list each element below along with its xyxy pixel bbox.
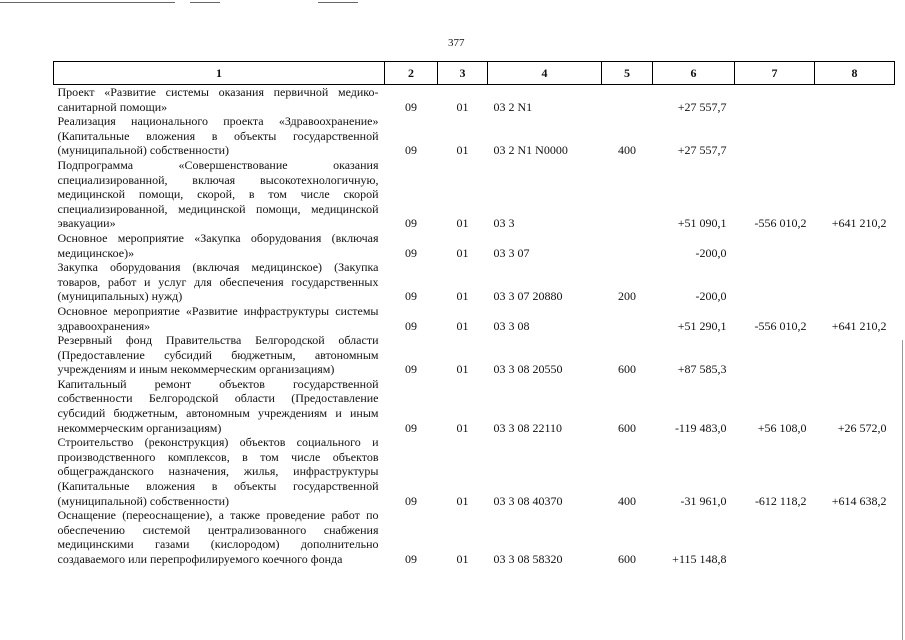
scan-artifact-line: [318, 2, 358, 3]
page-number: 377: [448, 37, 465, 49]
table-row: [54, 85, 895, 115]
header-cell: 4: [488, 62, 602, 85]
amount-col-7: -556 010,2: [754, 216, 807, 231]
target-article-code: 03 3 08 22110: [493, 420, 563, 435]
subsection-code: 01: [456, 245, 469, 260]
amount-col-7: [735, 114, 815, 158]
amount-col-6: +51 090,1: [677, 216, 727, 231]
amount-col-8: +614 638,2: [831, 493, 887, 508]
subsection-code: 01: [456, 493, 469, 508]
amount-col-7: +56 108,0: [757, 420, 807, 435]
subsection-code: 01: [456, 143, 469, 158]
header-cell: 5: [602, 62, 653, 85]
row-description: Закупка оборудования (включая медицинское) (Закупка товаров, работ и услуг для обеспечения государственных (муниципальных) нужд): [57, 260, 379, 304]
amount-col-8: [815, 231, 895, 260]
expense-type-code: 600: [618, 420, 636, 435]
target-article-code: 03 3 07: [493, 245, 530, 260]
table-row: [54, 508, 895, 566]
row-description: Проект «Развитие системы оказания первичной медико-санитарной помощи»: [57, 85, 379, 114]
expense-type-code: 600: [618, 362, 636, 377]
amount-col-6: +51 290,1: [677, 318, 727, 333]
budget-table: [53, 61, 895, 567]
header-cell: 3: [438, 62, 488, 85]
amount-col-6: -119 483,0: [674, 420, 727, 435]
section-code: 09: [405, 552, 417, 566]
amount-col-7: [735, 260, 815, 304]
subsection-code: 01: [456, 362, 469, 377]
row-description: Подпрограмма «Совершенствование оказания специализированной, включая высокотехнологичную, медицинской помощи, скорой, в том числе скорой специализированной, медицинской помощи, медицинской эвакуации»: [57, 157, 379, 231]
header-cell: 2: [385, 62, 438, 85]
expense-type-code: [602, 231, 653, 260]
amount-col-8: [815, 114, 895, 158]
header-row: [54, 62, 895, 85]
section-code: 09: [405, 362, 417, 377]
expense-type-code: [602, 158, 653, 231]
table-row: [54, 114, 895, 158]
target-article-code: 03 3 08 20550: [493, 362, 563, 377]
expense-type-code: [602, 304, 653, 333]
scan-artifact-line: [190, 2, 220, 3]
expense-type-code: [602, 85, 653, 115]
amount-col-8: [815, 260, 895, 304]
section-code: 09: [405, 99, 417, 114]
scan-artifact-line: [0, 2, 175, 3]
amount-col-7: -556 010,2: [754, 318, 807, 333]
scan-edge-line: [902, 340, 903, 640]
row-description: Основное мероприятие «Закупка оборудования (включая медицинское)»: [57, 230, 379, 260]
amount-col-7: -612 118,2: [754, 493, 807, 508]
subsection-code: 01: [456, 552, 469, 566]
row-description: Капитальный ремонт объектов государственной собственности Белгородской области (Предоставление субсидий бюджетным, автономным учреждениям и иным некоммерческим организациям): [57, 376, 379, 435]
row-description: Резервный фонд Правительства Белгородской области (Предоставление субсидий бюджетным, автономным учреждениям и иным некоммерческим организациям): [57, 333, 379, 377]
section-code: 09: [405, 289, 417, 304]
amount-col-6: -200,0: [695, 245, 727, 260]
target-article-code: 03 3 08 40370: [493, 493, 563, 508]
target-article-code: 03 3 08: [493, 318, 530, 333]
amount-col-7: [735, 85, 815, 115]
amount-col-7: [735, 333, 815, 377]
expense-type-code: 600: [618, 552, 636, 566]
subsection-code: 01: [456, 318, 469, 333]
amount-col-8: [815, 508, 895, 566]
amount-col-6: +27 557,7: [677, 143, 727, 158]
table-row: [54, 304, 895, 333]
target-article-code: 03 3 08 58320: [493, 552, 563, 566]
table-row: [54, 158, 895, 231]
expense-type-code: 400: [618, 493, 636, 508]
table-row: [54, 260, 895, 304]
subsection-code: 01: [456, 289, 469, 304]
section-code: 09: [405, 493, 417, 508]
row-description: Реализация национального проекта «Здравоохранение» (Капитальные вложения в объекты государственной (муниципальной) собственности): [57, 114, 379, 158]
header-cell: 1: [54, 62, 385, 85]
section-code: 09: [405, 216, 417, 231]
amount-col-8: [815, 333, 895, 377]
amount-col-6: +115 148,8: [672, 552, 727, 566]
amount-col-7: [735, 508, 815, 566]
amount-col-8: +641 210,2: [831, 318, 887, 333]
target-article-code: 03 2 N1 N0000: [493, 143, 568, 158]
header-cell: 8: [815, 62, 895, 85]
section-code: 09: [405, 420, 417, 435]
subsection-code: 01: [456, 216, 469, 231]
header-cell: 6: [653, 62, 735, 85]
subsection-code: 01: [456, 99, 469, 114]
target-article-code: 03 3: [493, 216, 515, 231]
row-description: Строительство (реконструкция) объектов социального и производственного комплексов, в том числе объектов общегражданского назначения, жилья, инфраструктуры (Капитальные вложения в объекты государственной (муниципальной) собственности): [57, 435, 379, 508]
section-code: 09: [405, 318, 417, 333]
amount-col-8: +641 210,2: [831, 216, 887, 231]
section-code: 09: [405, 245, 417, 260]
amount-col-6: +27 557,7: [677, 99, 727, 114]
table-row: [54, 377, 895, 435]
expense-type-code: 200: [618, 289, 636, 304]
amount-col-8: [815, 85, 895, 115]
amount-col-6: -31 961,0: [680, 493, 727, 508]
target-article-code: 03 2 N1: [493, 99, 533, 114]
amount-col-6: -200,0: [695, 289, 727, 304]
amount-col-6: +87 585,3: [677, 362, 727, 377]
subsection-code: 01: [456, 420, 469, 435]
table-row: [54, 435, 895, 508]
target-article-code: 03 3 07 20880: [493, 289, 563, 304]
row-description: Основное мероприятие «Развитие инфраструктуры системы здравоохранения»: [57, 303, 379, 333]
table-row: [54, 231, 895, 260]
header-cell: 7: [735, 62, 815, 85]
expense-type-code: 400: [618, 143, 636, 158]
table-row: [54, 333, 895, 377]
amount-col-8: +26 572,0: [837, 420, 887, 435]
amount-col-7: [735, 231, 815, 260]
section-code: 09: [405, 143, 417, 158]
row-description: Оснащение (переоснащение), а также проведение работ по обеспечению системой централизованного снабжения медицинскими газами (кислородом) дополнительно создаваемого или перепрофилируемого коечного фонда: [57, 508, 379, 566]
